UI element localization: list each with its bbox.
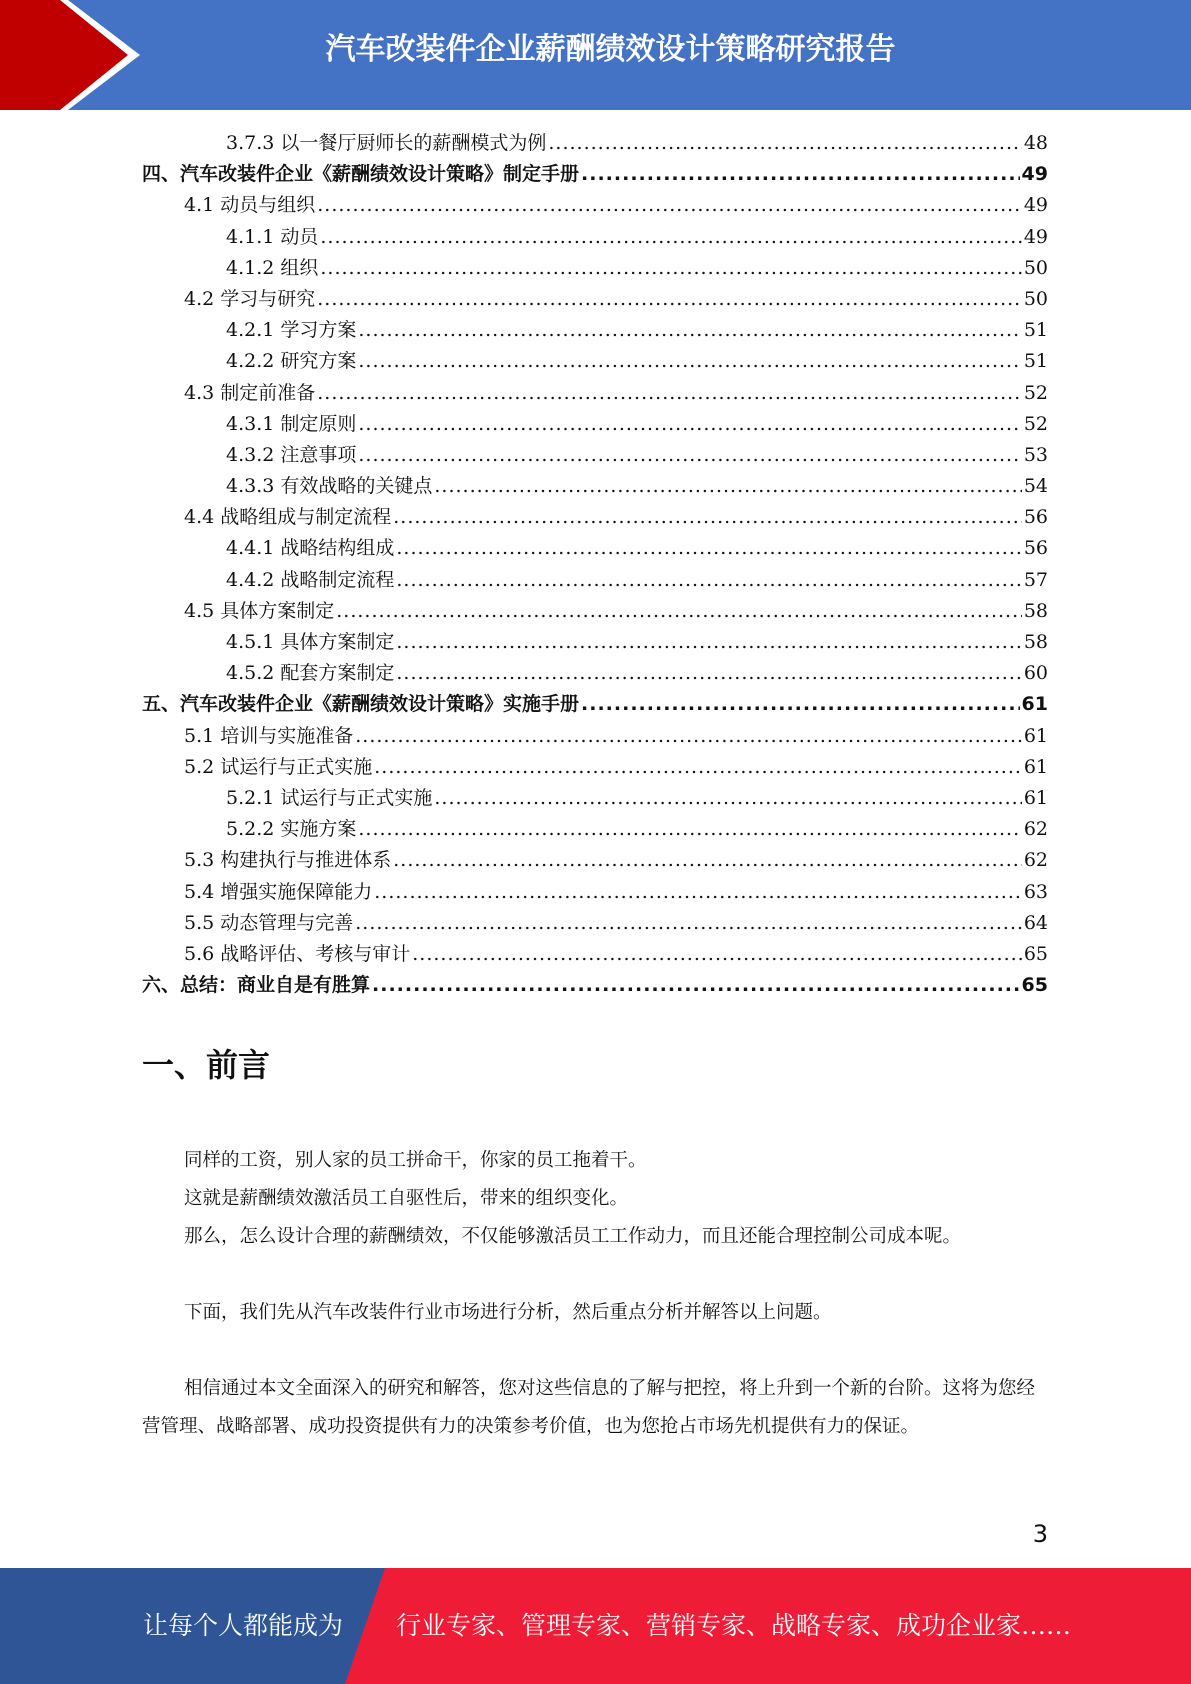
toc-entry[interactable] [142,627,1048,658]
toc-entry-page: 51 [1023,319,1048,342]
toc-leader-dots [355,725,1022,747]
toc-leader-dots [317,382,1022,404]
toc-entry[interactable] [142,533,1048,564]
toc-entry-label: 4.3.3 有效战略的关键点 [226,475,433,498]
toc-entry-page: 61 [1023,724,1048,747]
footer-slogan-left: 让每个人都能成为 [143,1611,344,1640]
toc-entry-label: 4.4.1 战略结构组成 [226,537,395,560]
body-paragraph: 相信通过本文全面深入的研究和解答，您对这些信息的了解与把控，将上升到一个新的台阶。这将为您经营管理、战略部署、成功投资提供有力的决策参考价值，也为您抢占市场先机提供有力的保证。 [142,1378,1036,1437]
toc-leader-dots [358,413,1021,435]
page-number: 3 [1032,1520,1048,1548]
toc-leader-dots [358,319,1021,341]
toc-entry-page: 65 [1023,942,1048,965]
toc-entry-page: 64 [1023,911,1048,934]
toc-leader-dots [355,912,1022,934]
section-body [142,1142,1048,1446]
toc-entry[interactable] [142,877,1048,908]
toc-entry-page: 52 [1023,412,1048,435]
toc-entry[interactable] [142,689,1048,720]
page-footer [0,1568,1191,1684]
toc-entry-label: 4.3 制定前准备 [184,381,316,404]
toc-leader-dots [317,288,1022,310]
toc-leader-dots [358,444,1021,466]
toc-entry-page: 60 [1023,662,1048,685]
toc-entry-page: 48 [1023,132,1048,154]
toc-leader-dots [317,194,1022,216]
toc-entry-label: 4.4.2 战略制定流程 [226,568,395,591]
toc-entry[interactable] [142,502,1048,533]
toc-leader-dots [320,226,1021,248]
toc-leader-dots [581,693,1020,715]
toc-leader-dots [396,537,1021,559]
toc-leader-dots [372,974,1020,996]
toc-entry-page: 51 [1023,350,1048,373]
toc-entry[interactable] [142,346,1048,377]
toc-entry-label: 4.2.2 研究方案 [226,350,357,373]
toc-entry[interactable] [142,721,1048,752]
toc-entry[interactable] [142,658,1048,689]
toc-entry-label: 5.2.2 实施方案 [226,818,357,841]
toc-entry-page: 62 [1023,818,1048,841]
toc-entry-label: 4.2 学习与研究 [184,287,316,310]
toc-leader-dots [374,756,1022,778]
toc-entry-label: 5.5 动态管理与完善 [184,911,354,934]
toc-entry-label: 4.5 具体方案制定 [184,599,335,622]
toc-entry-page: 61 [1023,786,1048,809]
toc-leader-dots [581,163,1020,185]
toc-leader-dots [434,787,1021,809]
toc-entry-label: 5.6 战略评估、考核与审计 [184,942,411,965]
toc-leader-dots [396,662,1021,684]
toc-leader-dots [320,257,1021,279]
toc-entry-page: 50 [1023,256,1048,279]
toc-entry[interactable] [142,284,1048,315]
toc-entry[interactable] [142,159,1048,190]
toc-entry-page: 56 [1023,506,1048,529]
toc-entry-label: 六、总结：商业自是有胜算 [142,974,371,997]
toc-entry-page: 58 [1023,599,1048,622]
paragraph-spacer [142,1256,1048,1294]
toc-entry[interactable] [142,409,1048,440]
toc-entry[interactable] [142,565,1048,596]
toc-entry[interactable] [142,222,1048,253]
toc-entry[interactable] [142,315,1048,346]
toc-entry-label: 四、汽车改装件企业《薪酬绩效设计策略》制定手册 [142,163,580,186]
toc-entry[interactable] [142,128,1048,159]
toc-entry[interactable] [142,814,1048,845]
toc-entry[interactable] [142,783,1048,814]
toc-leader-dots [374,881,1022,903]
toc-entry-page: 49 [1023,225,1048,248]
toc-leader-dots [358,818,1021,840]
page-header [0,0,1191,110]
toc-entry-page: 53 [1023,443,1048,466]
toc-leader-dots [396,569,1021,591]
header-title: 汽车改装件企业薪酬绩效设计策略研究报告 [325,32,896,67]
toc-entry-page: 49 [1021,163,1048,186]
toc-entry-label: 5.2 试运行与正式实施 [184,755,373,778]
toc-entry-label: 5.3 构建执行与推进体系 [184,849,392,872]
toc-entry-page: 57 [1023,568,1048,591]
section-heading: 一、前言 [142,1046,271,1084]
toc-entry-label: 3.7.3 以一餐厅厨师长的薪酬模式为例 [226,132,547,154]
body-paragraph: 同样的工资，别人家的员工拼命干，你家的员工拖着干。 [184,1150,647,1171]
body-paragraph: 那么，怎么设计合理的薪酬绩效，不仅能够激活员工工作动力，而且还能合理控制公司成本呢。 [184,1226,962,1247]
toc-entry-label: 五、汽车改装件企业《薪酬绩效设计策略》实施手册 [142,693,580,716]
toc-entry[interactable] [142,378,1048,409]
toc-entry-label: 4.3.1 制定原则 [226,412,357,435]
toc-entry-label: 4.1 动员与组织 [184,194,316,217]
toc-entry[interactable] [142,752,1048,783]
toc-leader-dots [396,631,1021,653]
toc-entry[interactable] [142,253,1048,284]
toc-leader-dots [393,506,1022,528]
toc-entry-label: 4.1.2 组织 [226,256,319,279]
toc-entry-label: 4.2.1 学习方案 [226,319,357,342]
toc-entry-page: 49 [1023,194,1048,217]
paragraph-spacer [142,1332,1048,1370]
toc-entry-page: 50 [1023,287,1048,310]
body-paragraph: 这就是薪酬绩效激活员工自驱性后，带来的组织变化。 [184,1188,629,1209]
toc-entry-label: 5.4 增强实施保障能力 [184,880,373,903]
toc-leader-dots [412,943,1022,965]
toc-leader-dots [358,350,1021,372]
toc-leader-dots [393,849,1022,871]
toc-entry-page: 56 [1023,537,1048,560]
toc-leader-dots [548,132,1021,154]
toc-entry-page: 62 [1023,849,1048,872]
toc-entry[interactable] [142,845,1048,876]
toc-entry-label: 4.1.1 动员 [226,225,319,248]
toc-entry[interactable] [142,596,1048,627]
toc-entry[interactable] [142,471,1048,502]
toc-entry[interactable] [142,440,1048,471]
toc-entry[interactable] [142,908,1048,939]
toc-entry-page: 54 [1023,475,1048,498]
toc-entry-label: 4.5.1 具体方案制定 [226,631,395,653]
toc-entry[interactable] [142,939,1048,970]
toc-leader-dots [336,600,1022,622]
toc-entry-label: 4.4 战略组成与制定流程 [184,506,392,529]
body-paragraph: 下面，我们先从汽车改装件行业市场进行分析，然后重点分析并解答以上问题。 [184,1302,832,1323]
toc-entry-page: 58 [1023,631,1048,653]
toc-entry-page: 61 [1021,693,1048,716]
toc-entry-page: 65 [1021,974,1048,997]
toc-entry[interactable] [142,190,1048,221]
toc-entry-label: 4.3.2 注意事项 [226,443,357,466]
toc-entry[interactable] [142,970,1048,1001]
toc-entry-label: 5.1 培训与实施准备 [184,724,354,747]
toc-entry-page: 61 [1023,755,1048,778]
toc-entry-page: 52 [1023,381,1048,404]
toc-leader-dots [434,475,1021,497]
toc-entry-label: 4.5.2 配套方案制定 [226,662,395,685]
toc-entry-page: 63 [1023,880,1048,903]
footer-slogan-right: 行业专家、管理专家、营销专家、战略专家、成功企业家…… [396,1611,1072,1640]
table-of-contents [142,128,1048,1001]
toc-entry-label: 5.2.1 试运行与正式实施 [226,786,433,809]
